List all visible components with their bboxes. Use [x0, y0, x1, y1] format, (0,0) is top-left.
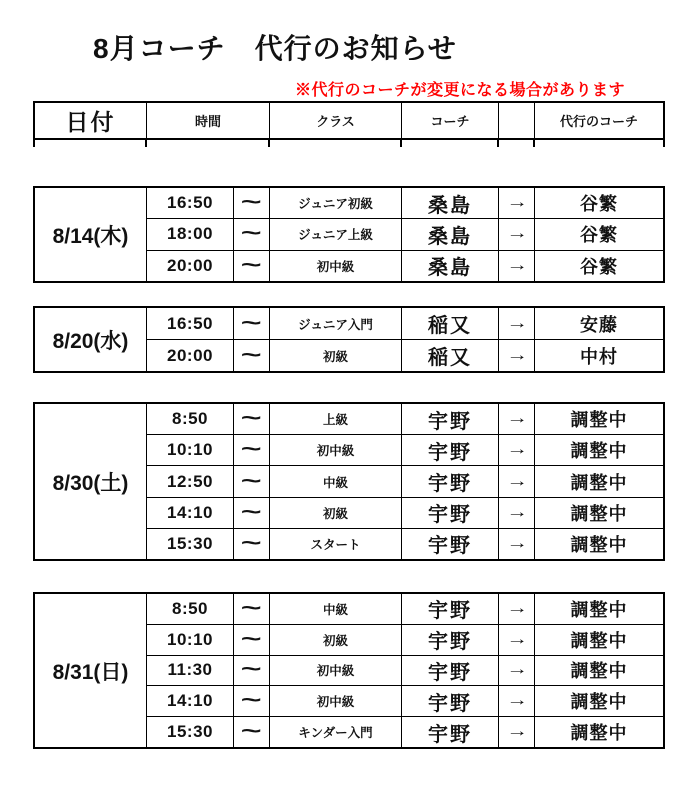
grid-stub [497, 139, 499, 147]
substitute-cell: 調整中 [570, 723, 628, 744]
schedule-group [33, 186, 665, 283]
class-cell: 初中級 [270, 435, 402, 465]
arrow-icon: → [499, 308, 535, 339]
arrow-icon: → [499, 686, 535, 716]
schedule-group [33, 402, 665, 561]
table-row [147, 218, 663, 249]
table-row [147, 716, 663, 747]
arrow-icon: → [499, 656, 535, 686]
tilde-separator: ~ [234, 251, 270, 281]
class-cell: ジュニア上級 [270, 219, 402, 249]
disclaimer-note: ※代行のコーチが変更になる場合があります [295, 82, 626, 99]
class-cell: 中級 [270, 466, 402, 496]
coach-cell: 桑島 [402, 251, 499, 281]
group-rows [147, 308, 663, 371]
substitute-cell: 調整中 [570, 410, 628, 431]
coach-cell: 宇野 [402, 594, 499, 624]
class-cell: 上級 [270, 404, 402, 434]
arrow-icon: → [499, 188, 535, 218]
table-row [147, 404, 663, 434]
time-cell: 14:10 [147, 498, 234, 528]
time-cell: 18:00 [147, 219, 234, 249]
coach-cell: 宇野 [402, 498, 499, 528]
coach-cell: 稲又 [402, 340, 499, 371]
time-cell: 11:30 [147, 656, 234, 686]
table-row [147, 685, 663, 716]
class-cell: 初級 [270, 625, 402, 655]
tilde-separator: ~ [234, 340, 270, 371]
time-cell: 20:00 [147, 251, 234, 281]
page-title: 8月コーチ 代行のお知らせ [93, 33, 457, 64]
header-arrow-spacer [499, 103, 535, 138]
time-cell: 16:50 [147, 188, 234, 218]
arrow-icon: → [499, 251, 535, 281]
class-cell: 初中級 [270, 686, 402, 716]
group-rows [147, 594, 663, 747]
header-substitute-coach: 代行のコーチ [559, 114, 638, 129]
grid-stub [533, 139, 535, 147]
date-cell: 8/20(水) [35, 308, 147, 371]
table-row [147, 434, 663, 465]
class-cell: ジュニア入門 [270, 308, 402, 339]
time-cell: 10:10 [147, 625, 234, 655]
time-cell: 14:10 [147, 686, 234, 716]
arrow-icon: → [499, 219, 535, 249]
tilde-separator: ~ [234, 529, 270, 559]
arrow-icon: → [499, 717, 535, 747]
tilde-separator: ~ [234, 404, 270, 434]
grid-stub [400, 139, 402, 147]
table-row [147, 497, 663, 528]
substitute-cell: 調整中 [570, 441, 628, 462]
substitute-cell: 谷繁 [580, 256, 618, 277]
arrow-icon: → [499, 435, 535, 465]
tilde-separator: ~ [234, 435, 270, 465]
class-cell: 初級 [270, 340, 402, 371]
time-cell: 8:50 [147, 594, 234, 624]
class-cell: キンダー入門 [270, 717, 402, 747]
grid-stub [268, 139, 270, 147]
table-row [147, 624, 663, 655]
substitute-cell: 谷繁 [580, 194, 618, 215]
arrow-icon: → [499, 594, 535, 624]
group-rows [147, 188, 663, 281]
class-cell: 初中級 [270, 656, 402, 686]
table-row [147, 339, 663, 371]
arrow-icon: → [499, 340, 535, 371]
coach-cell: 桑島 [402, 219, 499, 249]
arrow-icon: → [499, 529, 535, 559]
tilde-separator: ~ [234, 686, 270, 716]
header-class: クラス [270, 103, 402, 138]
time-cell: 16:50 [147, 308, 234, 339]
table-row [147, 188, 663, 218]
substitute-cell: 調整中 [570, 661, 628, 682]
table-row [147, 655, 663, 686]
tilde-separator: ~ [234, 308, 270, 339]
date-cell: 8/30(土) [35, 404, 147, 559]
coach-cell: 宇野 [402, 656, 499, 686]
coach-cell: 宇野 [402, 717, 499, 747]
class-cell: スタート [270, 529, 402, 559]
header-coach: コーチ [402, 103, 499, 138]
arrow-icon: → [499, 625, 535, 655]
tilde-separator: ~ [234, 594, 270, 624]
coach-cell: 宇野 [402, 686, 499, 716]
coach-cell: 宇野 [402, 625, 499, 655]
substitute-cell: 中村 [580, 346, 618, 367]
table-row [147, 465, 663, 496]
table-row [147, 308, 663, 339]
substitute-cell: 安藤 [580, 314, 618, 335]
substitute-cell: 調整中 [570, 630, 628, 651]
grid-stub [145, 139, 147, 147]
arrow-icon: → [499, 498, 535, 528]
time-cell: 20:00 [147, 340, 234, 371]
class-cell: 初中級 [270, 251, 402, 281]
substitute-cell: 調整中 [570, 503, 628, 524]
header-time: 時間 [147, 103, 270, 138]
class-cell: ジュニア初級 [270, 188, 402, 218]
grid-stub [33, 139, 35, 147]
substitute-cell: 調整中 [570, 692, 628, 713]
table-row [147, 594, 663, 624]
schedule-group [33, 592, 665, 749]
schedule-group [33, 306, 665, 373]
grid-stub [663, 139, 665, 147]
time-cell: 15:30 [147, 529, 234, 559]
tilde-separator: ~ [234, 498, 270, 528]
table-header [33, 101, 665, 140]
coach-cell: 桑島 [402, 188, 499, 218]
coach-cell: 稲又 [402, 308, 499, 339]
substitute-cell: 調整中 [570, 599, 628, 620]
substitute-cell: 調整中 [570, 472, 628, 493]
coach-cell: 宇野 [402, 435, 499, 465]
arrow-icon: → [499, 466, 535, 496]
table-row [147, 528, 663, 559]
tilde-separator: ~ [234, 466, 270, 496]
header-date: 日付 [35, 103, 147, 138]
tilde-separator: ~ [234, 219, 270, 249]
arrow-icon: → [499, 404, 535, 434]
tilde-separator: ~ [234, 625, 270, 655]
time-cell: 10:10 [147, 435, 234, 465]
substitute-cell: 調整中 [570, 534, 628, 555]
class-cell: 中級 [270, 594, 402, 624]
tilde-separator: ~ [234, 656, 270, 686]
coach-cell: 宇野 [402, 404, 499, 434]
tilde-separator: ~ [234, 188, 270, 218]
date-cell: 8/14(木) [35, 188, 147, 281]
group-rows [147, 404, 663, 559]
coach-cell: 宇野 [402, 466, 499, 496]
time-cell: 8:50 [147, 404, 234, 434]
date-cell: 8/31(日) [35, 594, 147, 747]
substitute-cell: 谷繁 [580, 225, 618, 246]
tilde-separator: ~ [234, 717, 270, 747]
table-row [147, 250, 663, 281]
time-cell: 12:50 [147, 466, 234, 496]
time-cell: 15:30 [147, 717, 234, 747]
class-cell: 初級 [270, 498, 402, 528]
coach-cell: 宇野 [402, 529, 499, 559]
